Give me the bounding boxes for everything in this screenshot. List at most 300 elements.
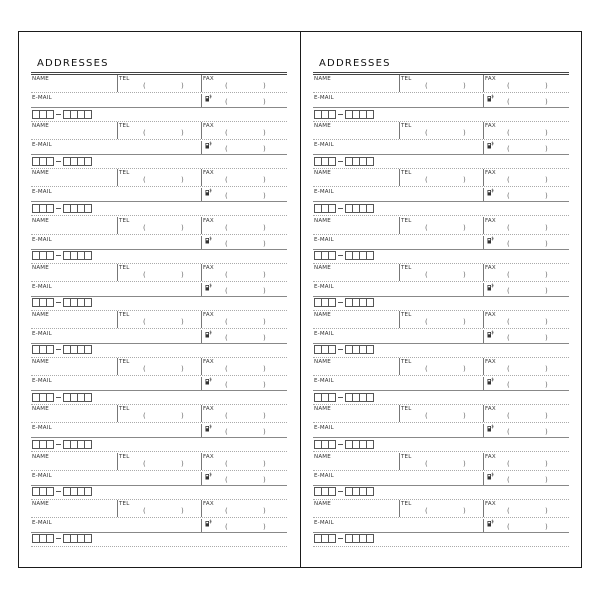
postal-dash <box>338 302 343 303</box>
postal-code-boxes <box>32 156 91 166</box>
postal-code-boxes <box>32 534 91 544</box>
tel-open-paren: ( <box>143 365 146 374</box>
address-entry <box>313 500 569 547</box>
mobile-phone-icon <box>487 141 494 149</box>
tel-label: TEL <box>119 453 130 460</box>
fax-open-paren: ( <box>507 459 510 468</box>
fax-label: FAX <box>203 217 214 224</box>
fax-label: FAX <box>485 406 496 413</box>
fax-close-paren: ) <box>263 365 266 374</box>
mobile-close-paren: ) <box>545 286 548 295</box>
tel-label: TEL <box>401 500 412 507</box>
fax-close-paren: ) <box>263 82 266 90</box>
postal-dash <box>338 114 343 115</box>
postal-code-boxes <box>32 345 91 355</box>
tel-label: TEL <box>401 123 412 130</box>
postal-box <box>366 487 374 496</box>
tel-label: TEL <box>401 311 412 318</box>
fax-label: FAX <box>203 500 214 507</box>
name-label: NAME <box>32 76 49 82</box>
email-mobile-separator <box>483 377 484 391</box>
postal-box <box>46 345 54 354</box>
email-label: E-MAIL <box>314 330 334 337</box>
mobile-open-paren: ( <box>225 286 228 295</box>
mobile-phone-icon <box>205 236 212 244</box>
name-label: NAME <box>32 170 49 177</box>
mobile-phone-icon <box>205 141 212 149</box>
email-mobile-separator <box>483 519 484 533</box>
name-row-line <box>313 422 569 423</box>
mobile-close-paren: ) <box>545 522 548 531</box>
mobile-close-paren: ) <box>263 98 266 106</box>
mobile-phone-icon <box>205 377 212 385</box>
tel-close-paren: ) <box>463 270 466 279</box>
fax-close-paren: ) <box>263 223 266 232</box>
email-mobile-separator <box>483 424 484 438</box>
fax-close-paren: ) <box>545 412 548 421</box>
mobile-phone-icon <box>487 330 494 338</box>
tel-open-paren: ( <box>425 459 428 468</box>
fax-label: FAX <box>203 359 214 366</box>
mobile-close-paren: ) <box>263 428 266 437</box>
mobile-open-paren: ( <box>507 381 510 390</box>
name-label: NAME <box>32 123 49 130</box>
email-row-line <box>31 249 287 250</box>
address-entry <box>313 75 569 122</box>
fax-label: FAX <box>485 453 496 460</box>
fax-close-paren: ) <box>263 129 266 138</box>
fax-label: FAX <box>485 217 496 224</box>
fax-open-paren: ( <box>225 365 228 374</box>
name-label: NAME <box>314 76 331 82</box>
postal-dash <box>338 491 343 492</box>
name-tel-separator <box>399 122 400 139</box>
postal-box <box>84 345 92 354</box>
address-entry <box>31 264 287 311</box>
name-tel-separator <box>117 405 118 422</box>
tel-label: TEL <box>119 76 130 82</box>
tel-fax-separator <box>483 122 484 139</box>
fax-open-paren: ( <box>507 129 510 138</box>
postal-dash <box>338 161 343 162</box>
postal-code-boxes <box>32 487 91 497</box>
name-row-line <box>31 517 287 518</box>
tel-fax-separator <box>201 75 202 92</box>
tel-open-paren: ( <box>143 459 146 468</box>
mobile-close-paren: ) <box>545 98 548 106</box>
mobile-close-paren: ) <box>263 475 266 484</box>
mobile-close-paren: ) <box>263 381 266 390</box>
address-entry <box>313 405 569 452</box>
postal-code-boxes <box>32 203 91 213</box>
mobile-close-paren: ) <box>263 522 266 531</box>
mobile-open-paren: ( <box>507 145 510 154</box>
name-tel-separator <box>117 453 118 470</box>
email-row-line <box>313 249 569 250</box>
postal-box <box>328 440 336 449</box>
tel-label: TEL <box>401 217 412 224</box>
name-row-line <box>31 186 287 187</box>
name-row-line <box>313 375 569 376</box>
fax-open-paren: ( <box>507 82 510 90</box>
page-right <box>301 32 582 567</box>
mobile-phone-icon <box>487 519 494 527</box>
postal-dash <box>338 444 343 445</box>
email-label: E-MAIL <box>314 189 334 196</box>
fax-open-paren: ( <box>225 506 228 515</box>
tel-fax-separator <box>483 75 484 92</box>
tel-fax-separator <box>201 405 202 422</box>
tel-label: TEL <box>119 406 130 413</box>
address-entry <box>313 217 569 264</box>
name-tel-separator <box>117 358 118 375</box>
email-label: E-MAIL <box>314 378 334 385</box>
fax-label: FAX <box>485 123 496 130</box>
name-tel-separator <box>399 453 400 470</box>
mobile-phone-icon <box>487 377 494 385</box>
page-title: ADDRESSES <box>319 58 391 69</box>
name-label: NAME <box>32 359 49 366</box>
fax-open-paren: ( <box>225 270 228 279</box>
postal-box <box>46 204 54 213</box>
email-mobile-separator <box>483 236 484 250</box>
tel-close-paren: ) <box>181 129 184 138</box>
tel-fax-separator <box>483 358 484 375</box>
name-label: NAME <box>314 264 331 271</box>
tel-label: TEL <box>119 264 130 271</box>
email-mobile-separator <box>201 330 202 344</box>
fax-close-paren: ) <box>263 506 266 515</box>
name-label: NAME <box>314 500 331 507</box>
tel-open-paren: ( <box>143 506 146 515</box>
name-row-line <box>31 375 287 376</box>
mobile-open-paren: ( <box>225 475 228 484</box>
name-row-line <box>31 139 287 140</box>
tel-fax-separator <box>201 311 202 328</box>
name-row-line <box>313 139 569 140</box>
mobile-phone-icon <box>487 472 494 480</box>
mobile-open-paren: ( <box>507 522 510 531</box>
mobile-phone-icon <box>205 330 212 338</box>
mobile-open-paren: ( <box>225 98 228 106</box>
fax-label: FAX <box>203 76 214 82</box>
tel-label: TEL <box>119 123 130 130</box>
fax-close-paren: ) <box>545 176 548 185</box>
mobile-close-paren: ) <box>545 475 548 484</box>
postal-box <box>46 157 54 166</box>
tel-close-paren: ) <box>463 459 466 468</box>
fax-open-paren: ( <box>225 82 228 90</box>
postal-box <box>328 204 336 213</box>
mobile-open-paren: ( <box>507 192 510 201</box>
fax-close-paren: ) <box>263 176 266 185</box>
email-row-line <box>31 107 287 108</box>
postal-code-boxes <box>314 203 373 213</box>
name-tel-separator <box>399 311 400 328</box>
mobile-open-paren: ( <box>507 333 510 342</box>
fax-close-paren: ) <box>545 506 548 515</box>
mobile-phone-icon <box>487 188 494 196</box>
email-label: E-MAIL <box>314 425 334 432</box>
email-row-line <box>313 532 569 533</box>
name-tel-separator <box>117 169 118 186</box>
address-entry <box>313 122 569 169</box>
postal-box <box>328 110 336 119</box>
address-entry <box>31 122 287 169</box>
name-row-line <box>313 92 569 93</box>
mobile-open-paren: ( <box>225 192 228 201</box>
name-tel-separator <box>117 217 118 234</box>
postal-box <box>328 393 336 402</box>
tel-close-paren: ) <box>181 412 184 421</box>
mobile-phone-icon <box>205 472 212 480</box>
name-label: NAME <box>32 311 49 318</box>
postal-dash <box>338 255 343 256</box>
tel-open-paren: ( <box>425 317 428 326</box>
postal-box <box>84 110 92 119</box>
postal-box <box>84 393 92 402</box>
email-label: E-MAIL <box>314 142 334 149</box>
tel-close-paren: ) <box>463 176 466 185</box>
fax-open-paren: ( <box>507 412 510 421</box>
tel-label: TEL <box>119 217 130 224</box>
postal-code-boxes <box>314 534 373 544</box>
tel-label: TEL <box>401 406 412 413</box>
email-row-line <box>313 343 569 344</box>
name-row-line <box>313 186 569 187</box>
tel-open-paren: ( <box>425 176 428 185</box>
name-tel-separator <box>399 405 400 422</box>
postal-box <box>366 440 374 449</box>
email-row-line <box>31 201 287 202</box>
fax-close-paren: ) <box>545 82 548 90</box>
name-label: NAME <box>32 264 49 271</box>
address-entry <box>31 453 287 500</box>
name-tel-separator <box>399 264 400 281</box>
postal-box <box>328 487 336 496</box>
fax-label: FAX <box>203 123 214 130</box>
mobile-phone-icon <box>205 188 212 196</box>
email-label: E-MAIL <box>32 236 52 243</box>
fax-open-paren: ( <box>225 176 228 185</box>
tel-open-paren: ( <box>143 176 146 185</box>
postal-code-boxes <box>314 298 373 308</box>
postal-box <box>84 440 92 449</box>
tel-open-paren: ( <box>425 82 428 90</box>
postal-box <box>84 251 92 260</box>
email-row-line <box>313 485 569 486</box>
tel-fax-separator <box>201 122 202 139</box>
name-label: NAME <box>32 406 49 413</box>
postal-box <box>46 110 54 119</box>
fax-open-paren: ( <box>225 317 228 326</box>
name-label: NAME <box>314 359 331 366</box>
page-title: ADDRESSES <box>37 58 109 69</box>
postal-dash <box>338 397 343 398</box>
fax-close-paren: ) <box>545 223 548 232</box>
email-label: E-MAIL <box>314 519 334 526</box>
name-row-line <box>313 470 569 471</box>
tel-close-paren: ) <box>181 270 184 279</box>
email-mobile-separator <box>483 330 484 344</box>
postal-code-boxes <box>32 251 91 261</box>
tel-close-paren: ) <box>463 365 466 374</box>
postal-box <box>328 345 336 354</box>
address-entry <box>313 169 569 216</box>
email-row-line <box>313 107 569 108</box>
name-row-line <box>313 328 569 329</box>
mobile-phone-icon <box>487 94 494 102</box>
postal-box <box>366 298 374 307</box>
email-mobile-separator <box>201 519 202 533</box>
email-row-line <box>31 485 287 486</box>
address-entries <box>313 75 569 547</box>
mobile-open-paren: ( <box>225 381 228 390</box>
postal-dash <box>338 208 343 209</box>
tel-close-paren: ) <box>463 223 466 232</box>
email-label: E-MAIL <box>314 283 334 290</box>
tel-close-paren: ) <box>181 317 184 326</box>
postal-code-boxes <box>32 439 91 449</box>
postal-box <box>46 487 54 496</box>
mobile-open-paren: ( <box>507 98 510 106</box>
postal-box <box>46 251 54 260</box>
fax-close-paren: ) <box>263 317 266 326</box>
mobile-open-paren: ( <box>225 239 228 248</box>
email-mobile-separator <box>483 188 484 202</box>
name-label: NAME <box>314 217 331 224</box>
title-rule <box>313 72 569 73</box>
email-label: E-MAIL <box>32 425 52 432</box>
tel-open-paren: ( <box>425 223 428 232</box>
tel-fax-separator <box>483 169 484 186</box>
postal-box <box>46 298 54 307</box>
tel-close-paren: ) <box>181 365 184 374</box>
tel-close-paren: ) <box>181 223 184 232</box>
mobile-close-paren: ) <box>545 381 548 390</box>
tel-fax-separator <box>201 453 202 470</box>
mobile-phone-icon <box>487 424 494 432</box>
email-label: E-MAIL <box>32 95 52 101</box>
fax-open-paren: ( <box>225 412 228 421</box>
mobile-phone-icon <box>205 519 212 527</box>
tel-close-paren: ) <box>181 176 184 185</box>
address-entry <box>313 358 569 405</box>
name-label: NAME <box>314 453 331 460</box>
email-row-line <box>31 343 287 344</box>
postal-code-boxes <box>314 345 373 355</box>
tel-fax-separator <box>483 405 484 422</box>
name-label: NAME <box>32 217 49 224</box>
fax-label: FAX <box>485 76 496 82</box>
name-label: NAME <box>32 453 49 460</box>
postal-code-boxes <box>314 487 373 497</box>
mobile-close-paren: ) <box>263 239 266 248</box>
mobile-open-paren: ( <box>225 145 228 154</box>
name-label: NAME <box>314 311 331 318</box>
fax-label: FAX <box>203 264 214 271</box>
mobile-close-paren: ) <box>263 192 266 201</box>
email-row-line <box>313 390 569 391</box>
title-rule <box>31 72 287 73</box>
tel-close-paren: ) <box>181 506 184 515</box>
tel-fax-separator <box>483 500 484 517</box>
fax-open-paren: ( <box>507 365 510 374</box>
tel-fax-separator <box>483 264 484 281</box>
email-mobile-separator <box>201 472 202 486</box>
tel-open-paren: ( <box>143 270 146 279</box>
mobile-phone-icon <box>205 283 212 291</box>
tel-fax-separator <box>201 169 202 186</box>
mobile-phone-icon <box>487 236 494 244</box>
address-entry <box>31 311 287 358</box>
postal-dash <box>338 538 343 539</box>
postal-row-line <box>313 546 569 547</box>
name-tel-separator <box>117 500 118 517</box>
fax-close-paren: ) <box>263 270 266 279</box>
mobile-open-paren: ( <box>507 428 510 437</box>
address-entries <box>31 75 287 547</box>
tel-label: TEL <box>119 170 130 177</box>
tel-fax-separator <box>201 217 202 234</box>
fax-open-paren: ( <box>507 317 510 326</box>
tel-label: TEL <box>119 359 130 366</box>
email-label: E-MAIL <box>314 472 334 479</box>
postal-code-boxes <box>314 109 373 119</box>
email-label: E-MAIL <box>32 283 52 290</box>
tel-open-paren: ( <box>425 506 428 515</box>
address-book-spread <box>18 31 582 568</box>
postal-box <box>84 157 92 166</box>
postal-dash <box>56 397 61 398</box>
address-entry <box>313 453 569 500</box>
tel-open-paren: ( <box>425 412 428 421</box>
mobile-close-paren: ) <box>545 239 548 248</box>
name-tel-separator <box>117 122 118 139</box>
email-row-line <box>313 201 569 202</box>
tel-open-paren: ( <box>143 412 146 421</box>
tel-fax-separator <box>201 500 202 517</box>
tel-open-paren: ( <box>425 365 428 374</box>
fax-open-paren: ( <box>225 223 228 232</box>
postal-box <box>366 110 374 119</box>
postal-code-boxes <box>32 392 91 402</box>
fax-close-paren: ) <box>545 129 548 138</box>
email-row-line <box>31 296 287 297</box>
mobile-phone-icon <box>487 283 494 291</box>
tel-close-paren: ) <box>463 412 466 421</box>
fax-open-paren: ( <box>225 129 228 138</box>
address-entry <box>31 405 287 452</box>
postal-box <box>366 345 374 354</box>
tel-close-paren: ) <box>181 459 184 468</box>
fax-label: FAX <box>485 311 496 318</box>
fax-open-paren: ( <box>225 459 228 468</box>
tel-label: TEL <box>401 264 412 271</box>
name-row-line <box>31 234 287 235</box>
tel-label: TEL <box>119 311 130 318</box>
fax-open-paren: ( <box>507 223 510 232</box>
mobile-open-paren: ( <box>507 239 510 248</box>
mobile-close-paren: ) <box>263 145 266 154</box>
email-mobile-separator <box>483 141 484 155</box>
mobile-open-paren: ( <box>225 522 228 531</box>
email-label: E-MAIL <box>32 189 52 196</box>
tel-label: TEL <box>401 76 412 82</box>
fax-close-paren: ) <box>263 459 266 468</box>
tel-label: TEL <box>401 359 412 366</box>
name-row-line <box>31 328 287 329</box>
